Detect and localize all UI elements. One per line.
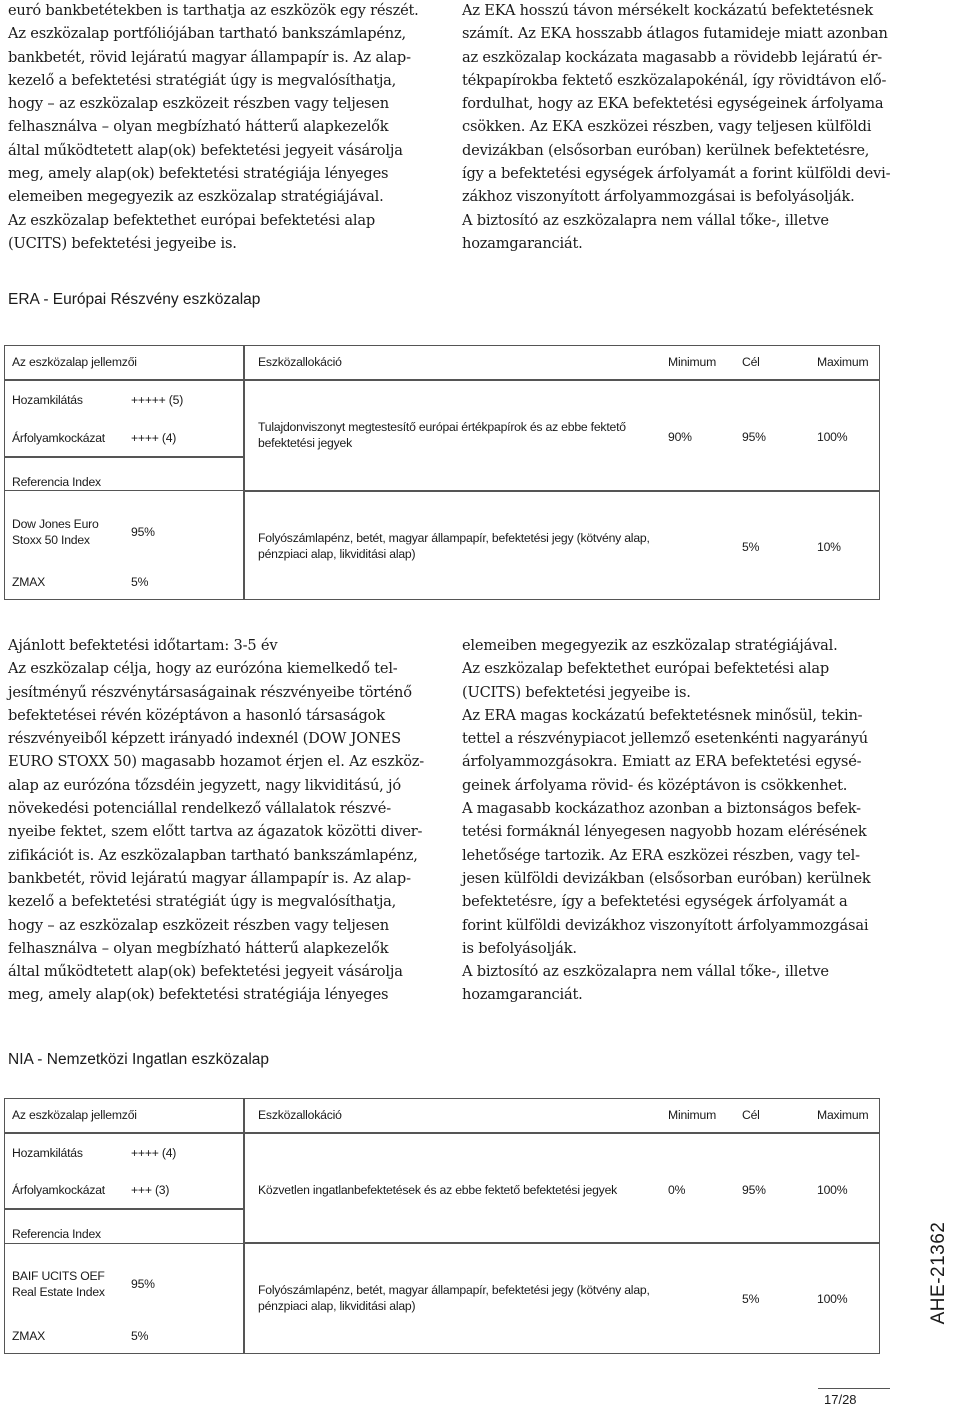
index-weight: 5% [131, 575, 149, 589]
alloc-max: 100% [817, 1183, 848, 1197]
paragraph-line: hogy – az eszközalap eszközeit részben vagy teljesen [8, 916, 389, 934]
paragraph-line: Az eszközalap befektethet európai befektetési alap [462, 660, 830, 678]
paragraph-line: euró bankbetétekben is tarthatja az eszközök egy részét. [8, 2, 419, 19]
paragraph-line: csökken. Az EKA eszközei részben, vagy teljesen külföldi [462, 118, 872, 136]
header-cell: Maximum [817, 1108, 869, 1122]
header-cell: Cél [742, 1108, 760, 1122]
alloc-cel: 95% [742, 1183, 766, 1197]
index-weight: 95% [131, 525, 155, 539]
paragraph-line: A biztosító az eszközalapra nem vállal tőke-, illetve [462, 211, 829, 229]
paragraph-line: felhasználva – olyan megbízható hátterű alapkezelők [8, 939, 389, 957]
paragraph-line: Ajánlott befektetési időtartam: 3-5 év [8, 637, 278, 654]
paragraph-line: hogy – az eszközalap eszközeit részben vagy teljesen [8, 95, 389, 113]
era-header-features [4, 345, 244, 380]
paragraph-line: hozamgaranciát. [462, 986, 583, 1004]
footer-rule [818, 1388, 890, 1389]
top-right-column [462, 0, 902, 255]
index-name: BAIF UCITS OEF Real Estate Index [12, 1269, 105, 1299]
nia-alloc-row-2 [244, 1243, 880, 1354]
paragraph-line: által működtetett alap(ok) befektetési jegyeit vásárolja [8, 141, 403, 159]
era-header-alloc [244, 345, 880, 380]
paragraph-line: meg, amely alap(ok) befektetési stratégiája lényeges [8, 986, 389, 1004]
alloc-cel: 95% [742, 430, 766, 444]
page-number: 17/28 [824, 1392, 857, 1407]
header-cell: Az eszközalap jellemzői [12, 355, 137, 369]
alloc-min: 0% [668, 1183, 686, 1197]
paragraph-line: felhasználva – olyan megbízható hátterű alapkezelők [8, 118, 389, 136]
paragraph-line: nyeibe fektet, szem előtt tartva az ágazatok közötti diver- [8, 823, 423, 841]
paragraph-line: tetési formáknál lényegesen nagyobb hozam elérésének [462, 823, 867, 841]
era-features-box [4, 380, 244, 457]
paragraph-line: Az EKA hosszú távon mérsékelt kockázatú befektetésnek [462, 2, 874, 19]
paragraph-line: alap az eurózóna tőzsdéin jegyzett, nagy likviditású, jó [8, 776, 401, 794]
alloc-text: Folyószámlapénz, betét, magyar állampapír, befektetési jegy (kötvény alap, pénzpiaci alap, likviditási alap) [258, 531, 650, 561]
risk-label: Árfolyamkockázat [12, 431, 105, 445]
nia-header-features [4, 1098, 244, 1133]
paragraph-line: bankbetét, rövid lejáratú magyar állampapír is. Az alap- [8, 869, 411, 887]
alloc-max: 100% [817, 1292, 848, 1306]
paragraph-line: kezelő a befektetési stratégiát úgy is megvalósíthatja, [8, 71, 397, 89]
risk-value: ++++ (4) [131, 431, 177, 445]
outlook-value: +++++ (5) [131, 393, 184, 407]
top-left-column [8, 0, 448, 255]
paragraph-line: jesen külföldi devizákban (elsősorban euróban) kerülnek [462, 869, 871, 887]
era-ref-index-box [4, 457, 244, 600]
paragraph-line: A magasabb kockázathoz azonban a biztonságos befek- [462, 800, 861, 818]
document-code: AHE-21362 [928, 1221, 949, 1325]
nia-features-box [4, 1133, 244, 1209]
paragraph-line: elemeiben megegyezik az eszközalap stratégiájával. [8, 188, 384, 206]
divider [4, 490, 244, 491]
paragraph-line: fordulhat, hogy az EKA befektetési egységeinek árfolyama [462, 95, 884, 113]
index-name: ZMAX [12, 575, 46, 589]
paragraph-line: növekedési potenciállal rendelkező vállalatok részvé- [8, 800, 391, 818]
paragraph-line: jesítményű részvénytársaságainak részvényeibe történő [8, 683, 412, 701]
paragraph-line: zákhoz viszonyított árfolyammozgásai is befolyásolják. [462, 188, 855, 206]
alloc-cel: 5% [742, 1292, 760, 1306]
ref-index-label: Referencia Index [12, 1227, 101, 1241]
paragraph-line: (UCITS) befektetési jegyeibe is. [8, 234, 237, 252]
paragraph-line: Az ERA magas kockázatú befektetésnek minősül, tekin- [462, 706, 863, 724]
alloc-cel: 5% [742, 540, 760, 554]
era-alloc-row-1 [244, 380, 880, 491]
era-section-title: ERA - Európai Részvény eszközalap [8, 291, 261, 308]
header-cell: Maximum [817, 355, 869, 369]
alloc-text: Tulajdonviszonyt megtestesítő európai értékpapírok és az ebbe fektető befektetési jegyek [258, 420, 626, 450]
paragraph-line: Az eszközalap célja, hogy az eurózóna kiemelkedő tel- [8, 660, 398, 678]
paragraph-line: által működtetett alap(ok) befektetési jegyeit vásárolja [8, 963, 403, 981]
paragraph-line: tékpapírokba fektető eszközalapokénál, így rövidtávon elő- [462, 71, 887, 89]
header-cell: Eszközallokáció [258, 1108, 342, 1122]
paragraph-line: lehetősége tartozik. Az ERA eszközei részben, vagy tel- [462, 846, 860, 864]
mid-left-column [8, 634, 448, 1007]
index-weight: 95% [131, 1277, 155, 1291]
outlook-label: Hozamkilátás [12, 393, 83, 407]
header-cell: Minimum [668, 1108, 717, 1122]
paragraph-line: zifikációt is. Az eszközalapban tartható bankszámlapénz, [8, 846, 418, 864]
ref-index-label: Referencia Index [12, 475, 101, 489]
divider [4, 1243, 244, 1244]
paragraph-line: meg, amely alap(ok) befektetési stratégiája lényeges [8, 165, 389, 183]
index-weight: 5% [131, 1329, 149, 1343]
outlook-label: Hozamkilátás [12, 1146, 83, 1160]
paragraph-line: Az eszközalap portfóliójában tartható bankszámlapénz, [8, 25, 406, 43]
paragraph-line: részvényeiből képzett irányadó indexnél (DOW JONES [8, 730, 401, 748]
paragraph-line: EURO STOXX 50) magasabb hozamot érjen el. Az eszköz- [8, 753, 425, 771]
paragraph-line: kezelő a befektetési stratégiát úgy is megvalósíthatja, [8, 893, 397, 911]
paragraph-line: befektetései révén középtávon a hasonló társaságok [8, 706, 385, 724]
outlook-value: ++++ (4) [131, 1146, 177, 1160]
era-alloc-row-2 [244, 491, 880, 600]
nia-alloc-row-1 [244, 1133, 880, 1243]
index-name: Dow Jones Euro Stoxx 50 Index [12, 517, 99, 547]
paragraph-line: tettel a részvénypiacot jellemző esetenkénti nagyarányú [462, 730, 868, 748]
nia-ref-index-box [4, 1209, 244, 1354]
paragraph-line: geinek árfolyama rövid- és középtávon is csökkenhet. [462, 776, 848, 794]
mid-right-column [462, 634, 902, 1007]
paragraph-line: (UCITS) befektetési jegyeibe is. [462, 683, 691, 701]
header-cell: Minimum [668, 355, 717, 369]
nia-header-alloc [244, 1098, 880, 1133]
nia-section-title: NIA - Nemzetközi Ingatlan eszközalap [8, 1051, 270, 1068]
alloc-max: 100% [817, 430, 848, 444]
paragraph-line: is befolyásolják. [462, 939, 577, 957]
risk-value: +++ (3) [131, 1183, 170, 1197]
paragraph-line: devizákban (elsősorban euróban) kerülnek befektetésre, [462, 141, 870, 159]
alloc-min: 90% [668, 430, 692, 444]
paragraph-line: az eszközalap kockázata magasabb a rövidebb lejáratú ér- [462, 48, 883, 66]
paragraph-line: elemeiben megegyezik az eszközalap stratégiájával. [462, 637, 838, 654]
paragraph-line: A biztosító az eszközalapra nem vállal tőke-, illetve [462, 963, 829, 981]
header-cell: Cél [742, 355, 760, 369]
paragraph-line: forint külföldi devizákhoz viszonyított árfolyammozgásai [462, 916, 869, 934]
paragraph-line: árfolyammozgásokra. Emiatt az ERA befektetési egysé- [462, 753, 862, 771]
paragraph-line: hozamgaranciát. [462, 234, 583, 252]
alloc-max: 10% [817, 540, 841, 554]
paragraph-line: számít. Az EKA hosszabb átlagos futamideje miatt azonban [462, 25, 888, 43]
paragraph-line: Az eszközalap befektethet európai befektetési alap [8, 211, 376, 229]
risk-label: Árfolyamkockázat [12, 1183, 105, 1197]
paragraph-line: bankbetét, rövid lejáratú magyar állampapír is. Az alap- [8, 48, 411, 66]
header-cell: Eszközallokáció [258, 355, 342, 369]
header-cell: Az eszközalap jellemzői [12, 1108, 137, 1122]
paragraph-line: befektetésre, így a befektetési egységek árfolyamát a [462, 893, 848, 911]
paragraph-line: így a befektetési egységek árfolyamát a forint külföldi devi- [462, 165, 891, 183]
alloc-text: Közvetlen ingatlanbefektetések és az ebbe fektető befektetési jegyek [258, 1183, 618, 1197]
index-name: ZMAX [12, 1329, 46, 1343]
alloc-text: Folyószámlapénz, betét, magyar állampapír, befektetési jegy (kötvény alap, pénzpiaci alap, likviditási alap) [258, 1283, 650, 1313]
